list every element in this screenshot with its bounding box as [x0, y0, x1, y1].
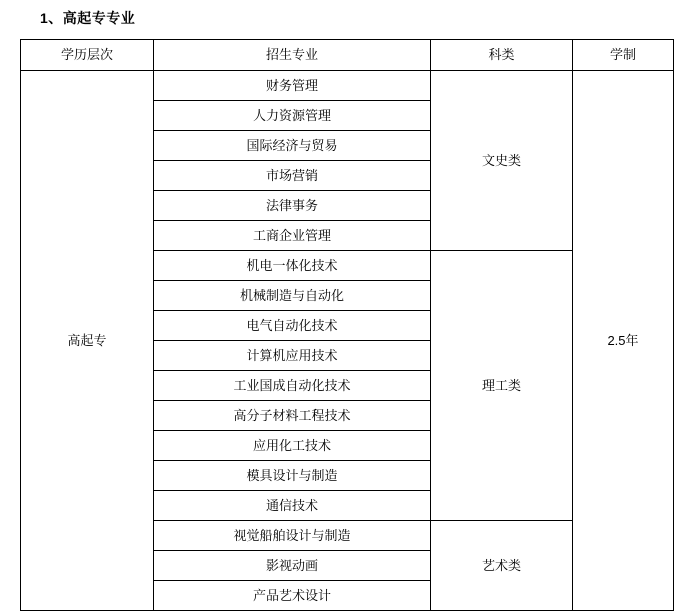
column-header-duration: 学制 [573, 40, 674, 71]
cell-category: 理工类 [431, 251, 573, 521]
cell-major: 应用化工技术 [154, 431, 431, 461]
table-body [21, 71, 674, 611]
cell-major: 电气自动化技术 [154, 311, 431, 341]
cell-major: 工业国成自动化技术 [154, 371, 431, 401]
cell-major: 法律事务 [154, 191, 431, 221]
cell-category: 艺术类 [431, 521, 573, 611]
column-header-level: 学历层次 [21, 40, 154, 71]
cell-major: 市场营销 [154, 161, 431, 191]
column-header-major: 招生专业 [154, 40, 431, 71]
cell-major: 国际经济与贸易 [154, 131, 431, 161]
major-table-container [20, 39, 693, 611]
cell-major: 产品艺术设计 [154, 581, 431, 611]
cell-major: 财务管理 [154, 71, 431, 101]
table-header-row [21, 40, 674, 71]
cell-duration: 2.5年 [573, 71, 674, 611]
cell-major: 工商企业管理 [154, 221, 431, 251]
major-table [20, 39, 674, 611]
cell-major: 影视动画 [154, 551, 431, 581]
cell-major: 高分子材料工程技术 [154, 401, 431, 431]
cell-major: 视觉船舶设计与制造 [154, 521, 431, 551]
cell-major: 计算机应用技术 [154, 341, 431, 371]
cell-major: 模具设计与制造 [154, 461, 431, 491]
table-header [21, 40, 674, 71]
cell-education-level: 高起专 [21, 71, 154, 611]
column-header-category: 科类 [431, 40, 573, 71]
cell-major: 通信技术 [154, 491, 431, 521]
document-page [0, 8, 693, 611]
table-row [21, 71, 674, 101]
cell-major: 机械制造与自动化 [154, 281, 431, 311]
cell-category: 文史类 [431, 71, 573, 251]
page-title: 1、高起专专业 [40, 10, 136, 26]
cell-major: 机电一体化技术 [154, 251, 431, 281]
cell-major: 人力资源管理 [154, 101, 431, 131]
